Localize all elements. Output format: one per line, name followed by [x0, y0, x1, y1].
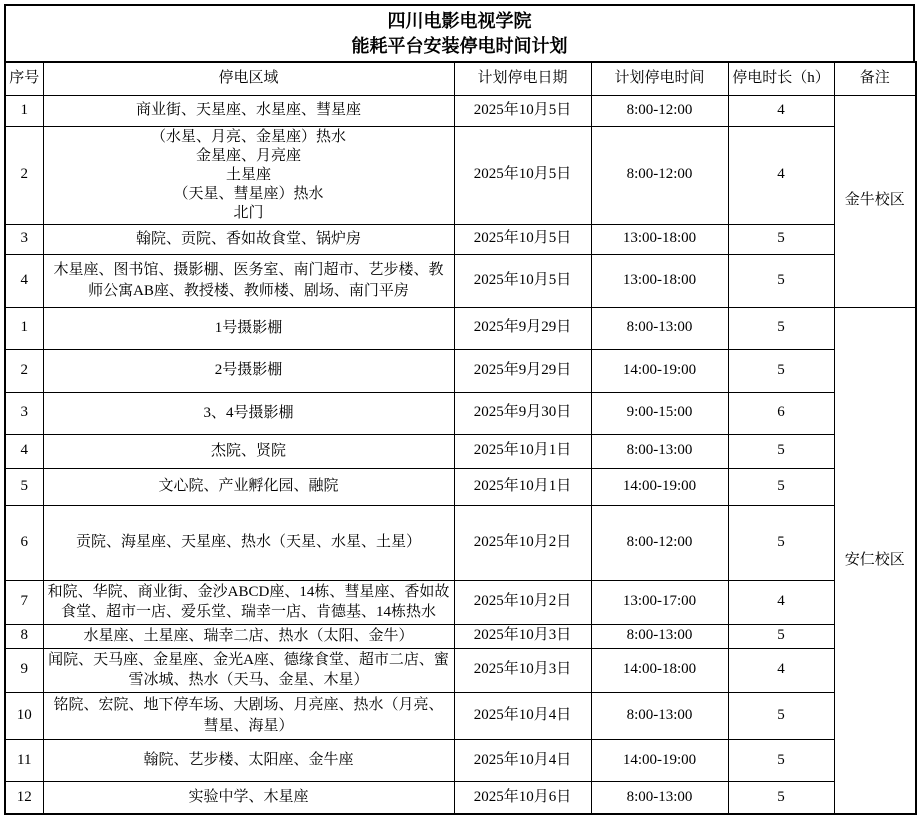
cell-serial: 3: [5, 392, 43, 434]
cell-date: 2025年10月3日: [454, 648, 591, 692]
cell-duration: 5: [728, 468, 834, 505]
header-duration: 停电时长（h）: [728, 62, 834, 95]
cell-date: 2025年10月5日: [454, 254, 591, 307]
cell-area: 商业街、天星座、水星座、彗星座: [43, 95, 454, 126]
header-area: 停电区域: [43, 62, 454, 95]
cell-serial: 11: [5, 739, 43, 781]
table-row: [5, 224, 916, 254]
cell-serial: 12: [5, 781, 43, 814]
table-row: [5, 468, 916, 505]
cell-area: 杰院、贤院: [43, 434, 454, 468]
area-line: 北门: [233, 204, 264, 221]
cell-duration: 5: [728, 224, 834, 254]
cell-area: 铭院、宏院、地下停车场、大剧场、月亮座、热水（月亮、彗星、海星）: [43, 692, 454, 739]
table-row: [5, 307, 916, 349]
cell-serial: 5: [5, 468, 43, 505]
cell-duration: 6: [728, 392, 834, 434]
cell-area: 水星座、土星座、瑞幸二店、热水（太阳、金牛）: [43, 624, 454, 648]
cell-serial: 4: [5, 254, 43, 307]
cell-serial: 1: [5, 95, 43, 126]
table-row: [5, 739, 916, 781]
cell-serial: 2: [5, 126, 43, 224]
cell-duration: 5: [728, 307, 834, 349]
cell-date: 2025年9月29日: [454, 307, 591, 349]
table-row: [5, 648, 916, 692]
cell-duration: 5: [728, 505, 834, 580]
cell-serial: 4: [5, 434, 43, 468]
cell-duration: 5: [728, 781, 834, 814]
cell-date: 2025年10月4日: [454, 692, 591, 739]
header-time: 计划停电时间: [591, 62, 728, 95]
cell-area: 翰院、贡院、香如故食堂、锅炉房: [43, 224, 454, 254]
cell-time: 8:00-13:00: [591, 692, 728, 739]
cell-area: 实验中学、木星座: [43, 781, 454, 814]
cell-serial: 1: [5, 307, 43, 349]
table-row: [5, 505, 916, 580]
cell-date: 2025年9月30日: [454, 392, 591, 434]
cell-time: 9:00-15:00: [591, 392, 728, 434]
power-outage-schedule-document: [4, 4, 915, 815]
cell-date: 2025年10月1日: [454, 434, 591, 468]
header-serial: 序号: [5, 62, 43, 95]
area-line: 土星座: [225, 166, 271, 183]
cell-date: 2025年10月4日: [454, 739, 591, 781]
cell-area: 文心院、产业孵化园、融院: [43, 468, 454, 505]
table-row: [5, 692, 916, 739]
title-line-1: 四川电影电视学院: [387, 10, 532, 31]
cell-date: 2025年10月2日: [454, 505, 591, 580]
cell-time: 8:00-13:00: [591, 624, 728, 648]
cell-date: 2025年10月5日: [454, 95, 591, 126]
cell-duration: 4: [728, 126, 834, 224]
table-row: [5, 781, 916, 814]
header-row: [5, 62, 916, 95]
cell-serial: 10: [5, 692, 43, 739]
cell-time: 14:00-19:00: [591, 468, 728, 505]
cell-serial: 3: [5, 224, 43, 254]
table-row: [5, 126, 916, 224]
table-row: [5, 95, 916, 126]
header-remark: 备注: [834, 62, 916, 95]
table-row: [5, 349, 916, 392]
table-row: [5, 624, 916, 648]
cell-duration: 4: [728, 580, 834, 624]
outage-schedule-table: [4, 61, 917, 815]
title-line-2: 能耗平台安装停电时间计划: [351, 35, 568, 56]
cell-duration: 5: [728, 254, 834, 307]
cell-area: 2号摄影棚: [43, 349, 454, 392]
cell-date: 2025年10月6日: [454, 781, 591, 814]
cell-duration: 5: [728, 624, 834, 648]
cell-area: 闻院、天马座、金星座、金光A座、德缘食堂、超市二店、蜜雪冰城、热水（天马、金星、木星）: [43, 648, 454, 692]
cell-duration: 5: [728, 349, 834, 392]
cell-date: 2025年10月5日: [454, 224, 591, 254]
cell-duration: 4: [728, 648, 834, 692]
cell-duration: 5: [728, 739, 834, 781]
document-title: [4, 4, 915, 61]
cell-date: 2025年10月2日: [454, 580, 591, 624]
table-row: [5, 434, 916, 468]
cell-time: 8:00-13:00: [591, 781, 728, 814]
cell-serial: 8: [5, 624, 43, 648]
cell-time: 8:00-12:00: [591, 505, 728, 580]
cell-duration: 5: [728, 692, 834, 739]
cell-time: 13:00-17:00: [591, 580, 728, 624]
cell-date: 2025年10月5日: [454, 126, 591, 224]
cell-time: 13:00-18:00: [591, 224, 728, 254]
cell-time: 8:00-13:00: [591, 307, 728, 349]
header-date: 计划停电日期: [454, 62, 591, 95]
cell-serial: 2: [5, 349, 43, 392]
area-line: （水星、月亮、金星座）热水: [150, 128, 346, 145]
cell-date: 2025年10月3日: [454, 624, 591, 648]
table-row: [5, 254, 916, 307]
cell-duration: 4: [728, 95, 834, 126]
cell-serial: 9: [5, 648, 43, 692]
area-line: （天星、彗星座）热水: [173, 185, 324, 202]
table-row: [5, 392, 916, 434]
cell-date: 2025年10月1日: [454, 468, 591, 505]
cell-time: 8:00-12:00: [591, 95, 728, 126]
cell-area: 和院、华院、商业街、金沙ABCD座、14栋、彗星座、香如故食堂、超市一店、爱乐堂、瑞幸一店、肯德基、14栋热水: [43, 580, 454, 624]
cell-time: 14:00-19:00: [591, 349, 728, 392]
area-line: 金星座、月亮座: [195, 147, 301, 164]
cell-time: 14:00-19:00: [591, 739, 728, 781]
cell-time: 8:00-12:00: [591, 126, 728, 224]
cell-area: 1号摄影棚: [43, 307, 454, 349]
cell-campus-remark: 安仁校区: [834, 307, 916, 814]
cell-area: 3、4号摄影棚: [43, 392, 454, 434]
cell-campus-remark: 金牛校区: [834, 95, 916, 307]
cell-time: 13:00-18:00: [591, 254, 728, 307]
cell-time: 14:00-18:00: [591, 648, 728, 692]
table-row: [5, 580, 916, 624]
cell-date: 2025年9月29日: [454, 349, 591, 392]
cell-area: [43, 126, 454, 224]
cell-area: 木星座、图书馆、摄影棚、医务室、南门超市、艺步楼、教师公寓AB座、教授楼、教师楼、剧场、南门平房: [43, 254, 454, 307]
cell-serial: 6: [5, 505, 43, 580]
cell-area: 翰院、艺步楼、太阳座、金牛座: [43, 739, 454, 781]
cell-duration: 5: [728, 434, 834, 468]
cell-serial: 7: [5, 580, 43, 624]
cell-time: 8:00-13:00: [591, 434, 728, 468]
cell-area: 贡院、海星座、天星座、热水（天星、水星、土星）: [43, 505, 454, 580]
